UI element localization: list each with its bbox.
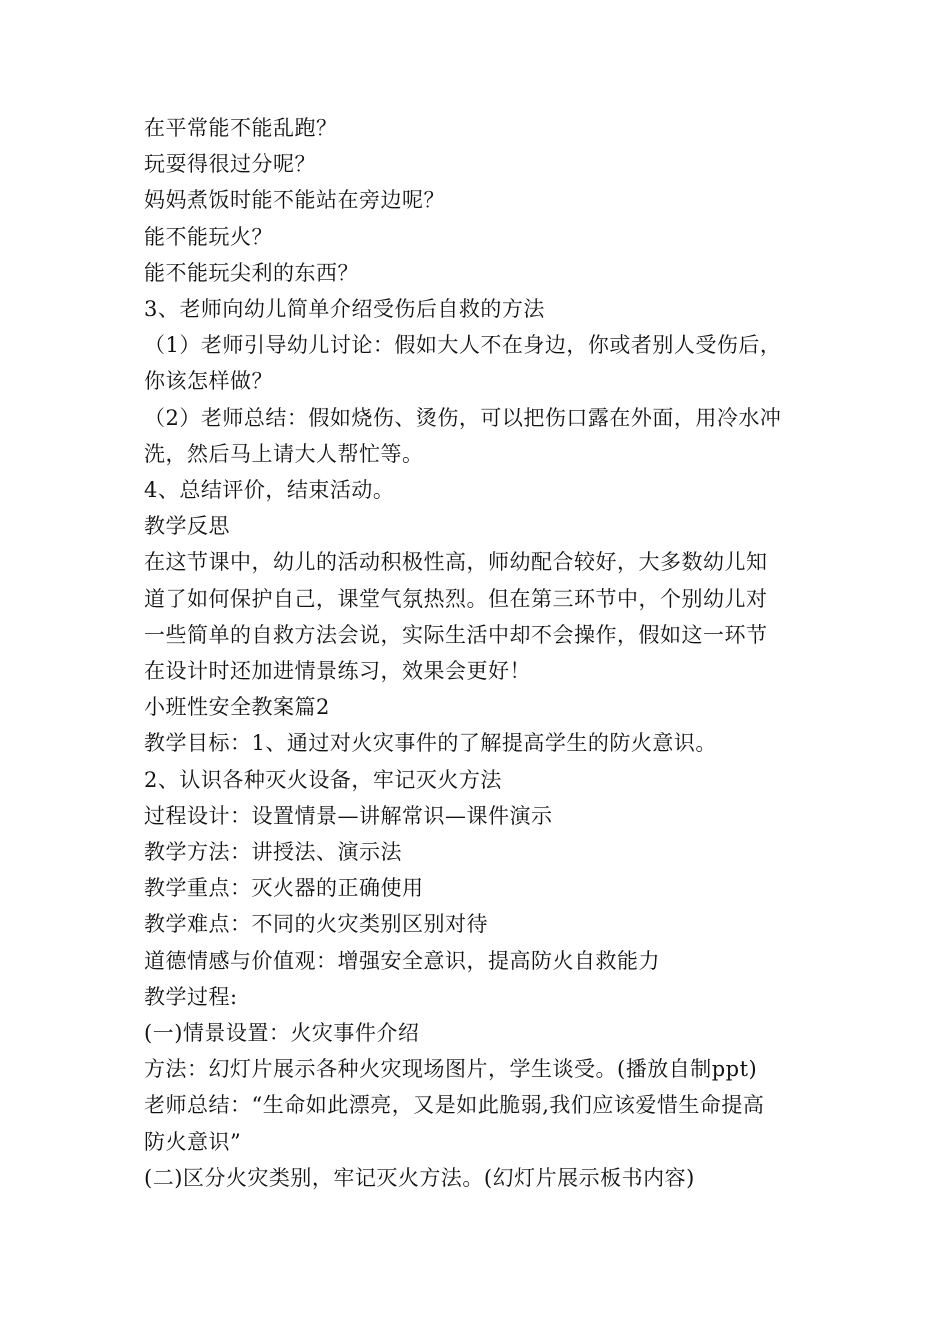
section-heading: 教学过程: bbox=[144, 984, 238, 1009]
section-heading: 4、总结评价，结束活动。 bbox=[144, 478, 395, 503]
text-line: (一)情景设置：火灾事件介绍 bbox=[144, 1021, 420, 1046]
text-line: 能不能玩火？ bbox=[144, 224, 273, 249]
text-line: 防火意识” bbox=[144, 1129, 242, 1154]
text-line: （2）老师总结：假如烧伤、烫伤，可以把伤口露在外面，用冷水冲 bbox=[144, 405, 782, 430]
text-line: 方法：幻灯片展示各种火灾现场图片，学生谈受。(播放自制ppt) bbox=[144, 1057, 758, 1082]
text-line: 教学方法：讲授法、演示法 bbox=[144, 840, 402, 865]
document-body bbox=[144, 110, 814, 1196]
text-line: 能不能玩尖利的东西？ bbox=[144, 260, 359, 285]
text-line: 道了如何保护自己，课堂气氛热烈。但在第三环节中，个别幼儿对 bbox=[144, 586, 768, 611]
text-line: 在平常能不能乱跑？ bbox=[144, 116, 338, 140]
text-line: （1）老师引导幼儿讨论：假如大人不在身边，你或者别人受伤后， bbox=[144, 333, 782, 358]
section-heading: 3、老师向幼儿简单介绍受伤后自救的方法 bbox=[144, 297, 545, 322]
text-line: 妈妈煮饭时能不能站在旁边呢？ bbox=[144, 188, 445, 213]
text-line: 一些简单的自救方法会说，实际生活中却不会操作，假如这一环节 bbox=[144, 622, 768, 647]
section-heading: 小班性安全教案篇2 bbox=[144, 695, 330, 720]
text-line: (二)区分火灾类别，牢记灭火方法。(幻灯片展示板书内容) bbox=[144, 1165, 695, 1190]
text-line: 2、认识各种灭火设备，牢记灭火方法 bbox=[144, 767, 502, 792]
text-line: 在设计时还加进情景练习，效果会更好！ bbox=[144, 659, 531, 684]
text-line: 在这节课中，幼儿的活动积极性高，师幼配合较好，大多数幼儿知 bbox=[144, 550, 768, 575]
text-line: 老师总结：“生命如此漂亮，又是如此脆弱,我们应该爱惜生命提高 bbox=[144, 1093, 765, 1118]
text-line: 教学目标：1、通过对火灾事件的了解提高学生的防火意识。 bbox=[144, 731, 717, 756]
text-line: 洗，然后马上请大人帮忙等。 bbox=[144, 441, 424, 466]
text-line: 你该怎样做？ bbox=[144, 369, 273, 394]
section-heading: 教学反思 bbox=[144, 514, 230, 539]
text-line: 教学难点：不同的火灾类别区别对待 bbox=[144, 912, 488, 937]
text-line: 过程设计：设置情景—讲解常识—课件演示 bbox=[144, 803, 553, 828]
text-line: 玩耍得很过分呢？ bbox=[144, 152, 316, 177]
text-line: 教学重点：灭火器的正确使用 bbox=[144, 876, 424, 901]
text-line: 道德情感与价值观：增强安全意识，提高防火自救能力 bbox=[144, 948, 660, 973]
